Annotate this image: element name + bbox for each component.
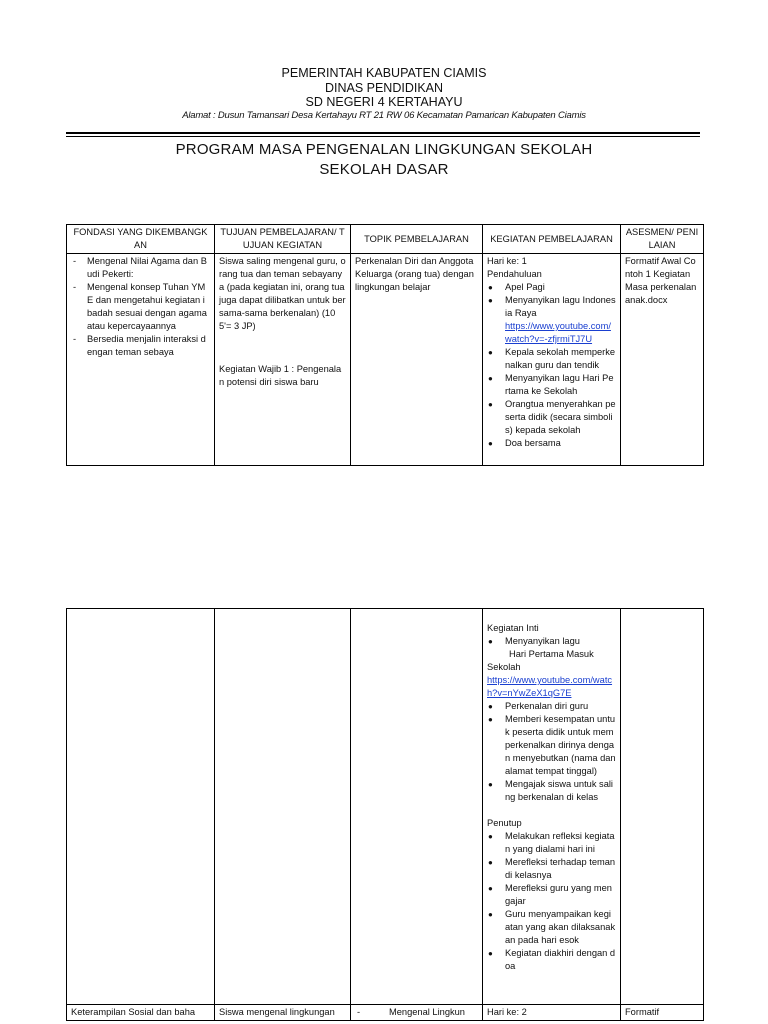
cell-asesmen: Formatif Awal Contoh 1 Kegiatan Masa perkenalan anak.docx bbox=[621, 254, 704, 466]
list-item: ● Apel Pagi bbox=[487, 281, 616, 294]
header-school-name: SD NEGERI 4 KERTAHAYU bbox=[305, 95, 463, 109]
document-title: PROGRAM MASA PENGENALAN LINGKUNGAN SEKOLAH bbox=[175, 141, 593, 158]
tujuan-kegiatan-wajib: Kegiatan Wajib 1 : Pengenalan potensi diri siswa baru bbox=[219, 364, 342, 387]
header-government: PEMERINTAH KABUPATEN CIAMIS bbox=[281, 66, 487, 80]
cell-tujuan bbox=[215, 254, 351, 466]
cell-fondasi bbox=[67, 254, 215, 466]
list-item: ● Merefleksi guru yang mengajar bbox=[487, 882, 616, 908]
header-tujuan: TUJUAN PEMBELAJARAN/ TUJUAN KEGIATAN bbox=[215, 225, 351, 254]
header-topik: TOPIK PEMBELAJARAN bbox=[351, 225, 483, 254]
list-item: ● Perkenalan diri guru bbox=[487, 700, 616, 713]
program-table-part2 bbox=[66, 608, 704, 1021]
list-item: - Mengenal Lingkun bbox=[355, 1006, 478, 1019]
list-item: ● Kegiatan diakhiri dengan doa bbox=[487, 947, 616, 973]
table-row bbox=[67, 609, 704, 1005]
list-item: ● Orangtua menyerahkan peserta didik (secara simbolis) kepada sekolah bbox=[487, 398, 616, 437]
cell-kegiatan bbox=[483, 254, 621, 466]
header-divider-thick bbox=[66, 132, 700, 134]
list-item: ● Melakukan refleksi kegiatan yang dialami hari ini bbox=[487, 830, 616, 856]
kegiatan-inti-title: Kegiatan Inti bbox=[487, 623, 539, 633]
header-asesmen: ASESMEN/ PENILAIAN bbox=[621, 225, 704, 254]
cell-tujuan bbox=[215, 609, 351, 1005]
youtube-link[interactable]: https://www.youtube.com/watch?v=-zfjrmiTJ7U bbox=[505, 321, 611, 344]
cell-asesmen bbox=[621, 609, 704, 1005]
header-address: Alamat : Dusun Tamansari Desa Kertahayu RT 21 RW 06 Kecamatan Pamarican Kabupaten Ciamis bbox=[182, 110, 586, 121]
table-row bbox=[67, 254, 704, 466]
kegiatan-section-title: Pendahuluan bbox=[487, 269, 542, 279]
cell-asesmen: Formatif bbox=[621, 1005, 704, 1021]
document-subtitle: SEKOLAH DASAR bbox=[319, 161, 449, 178]
list-item: ● Kepala sekolah memperkenalkan guru dan tendik bbox=[487, 346, 616, 372]
header-department: DINAS PENDIDIKAN bbox=[324, 81, 444, 95]
kegiatan-day: Hari ke: 1 bbox=[487, 256, 527, 266]
list-item: ● Menyanyikan lagu bbox=[487, 635, 616, 648]
list-item: - Mengenal Nilai Agama dan Budi Pekerti: bbox=[71, 255, 210, 281]
cell-fondasi: Keterampilan Sosial dan baha bbox=[67, 1005, 215, 1021]
song-title-line: Sekolah bbox=[487, 662, 521, 672]
program-table-part1 bbox=[66, 224, 704, 466]
cell-topik bbox=[351, 609, 483, 1005]
cell-fondasi bbox=[67, 609, 215, 1005]
penutup-title: Penutup bbox=[487, 818, 522, 828]
list-item-text: Menyanyikan lagu Indonesia Raya bbox=[505, 295, 616, 318]
list-item: - Bersedia menjalin interaksi dengan teman sebaya bbox=[71, 333, 210, 359]
list-item: ● Merefleksi terhadap teman di kelasnya bbox=[487, 856, 616, 882]
list-item bbox=[487, 294, 616, 346]
list-item: - Mengenal konsep Tuhan YME dan mengetahui kegiatan ibadah sesuai dengan agama atau kepercayaannya bbox=[71, 281, 210, 333]
cell-kegiatan bbox=[483, 609, 621, 1005]
list-item: ● Guru menyampaikan kegiatan yang akan dilaksanakan pada hari esok bbox=[487, 908, 616, 947]
cell-topik: Perkenalan Diri dan Anggota Keluarga (orang tua) dengan lingkungan belajar bbox=[351, 254, 483, 466]
table-header-row bbox=[67, 225, 704, 254]
header-divider-thin bbox=[66, 136, 700, 137]
cell-kegiatan: Hari ke: 2 bbox=[483, 1005, 621, 1021]
cell-tujuan: Siswa mengenal lingkungan bbox=[215, 1005, 351, 1021]
list-item: ● Menyanyikan lagu Hari Pertama ke Sekolah bbox=[487, 372, 616, 398]
cell-topik bbox=[351, 1005, 483, 1021]
header-kegiatan: KEGIATAN PEMBELAJARAN bbox=[483, 225, 621, 254]
list-item: ● Mengajak siswa untuk saling berkenalan di kelas bbox=[487, 778, 616, 804]
header-fondasi: FONDASI YANG DIKEMBANGKAN bbox=[67, 225, 215, 254]
list-item: ● Memberi kesempatan untuk peserta didik untuk memperkenalkan dirinya dengan menyebutkan (nama dan alamat tempat tinggal) bbox=[487, 713, 616, 778]
table-row bbox=[67, 1005, 704, 1021]
youtube-link[interactable]: https://www.youtube.com/watch?v=nYwZeX1qG7E bbox=[487, 675, 613, 698]
tujuan-text: Siswa saling mengenal guru, orang tua dan teman sebayanya (pada kegiatan ini, orang tua juga dapat dilibatkan untuk bersama-sama berkenalan) (105'= 3 JP) bbox=[219, 256, 346, 331]
song-title-line: Hari Pertama Masuk bbox=[509, 649, 594, 659]
list-item: ● Doa bersama bbox=[487, 437, 616, 450]
